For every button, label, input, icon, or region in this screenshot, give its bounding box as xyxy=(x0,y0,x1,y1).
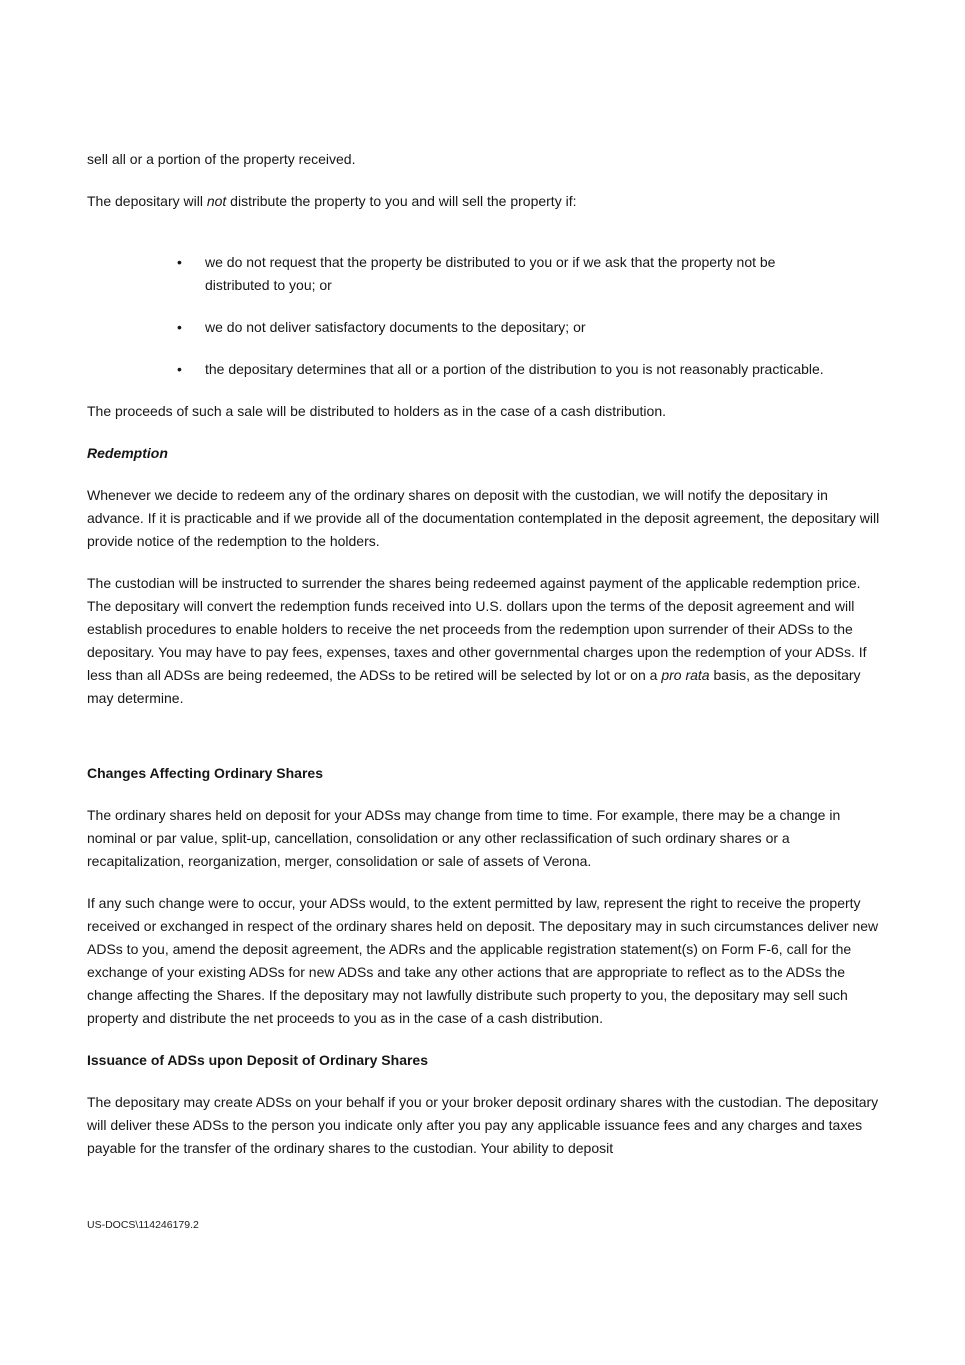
heading-changes-affecting-ordinary-shares: Changes Affecting Ordinary Shares xyxy=(87,765,323,781)
heading-redemption: Redemption xyxy=(87,445,168,461)
text-run: The custodian will be instructed to surrender the shares being redeemed against payment of the applicable redemption price. The depositary will convert the redemption funds received into U.S. dollars upon the terms of the deposit agreement and will establish procedures to enable holders to receive the net proceeds from the redemption upon surrender of their ADSs to the depositary. You may have to pay fees, expenses, taxes and other governmental charges upon the redemption of your ADSs. If less than all ADSs are being redeemed, the ADSs to be retired will be selected by lot or on a xyxy=(87,575,867,683)
paragraph-sale-proceeds: The proceeds of such a sale will be distributed to holders as in the case of a cash distribution. xyxy=(87,403,666,419)
bullet-icon: • xyxy=(177,361,182,377)
bullet-text: we do not request that the property be distributed to you or if we ask that the property not be distributed to you; or xyxy=(205,254,776,293)
text-run-italic: not xyxy=(206,193,227,209)
paragraph-changes-overview: The ordinary shares held on deposit for your ADSs may change from time to time. For example, there may be a change in nominal or par value, split-up, cancellation, consolidation or any other reclassification of such ordinary shares or a recapitalization, reorganization, merger, consolidation or sale of assets of Verona. xyxy=(87,807,841,869)
text-run-italic: pro rata xyxy=(661,667,710,683)
bullet-item xyxy=(87,358,882,381)
bullet-item xyxy=(87,316,882,339)
heading-issuance-of-adss: Issuance of ADSs upon Deposit of Ordinary Shares xyxy=(87,1052,428,1068)
paragraph-redemption-procedure xyxy=(87,572,882,710)
paragraph-issuance: The depositary may create ADSs on your behalf if you or your broker deposit ordinary shares with the custodian. The depositary will deliver these ADSs to the person you indicate only after you pay any applicable issuance fees and any charges and taxes payable for the transfer of the ordinary shares to the custodian. Your ability to deposit xyxy=(87,1094,879,1156)
bullet-icon: • xyxy=(177,319,182,335)
paragraph-redemption-notice: Whenever we decide to redeem any of the ordinary shares on deposit with the custodian, we will notify the depositary in advance. If it is practicable and if we provide all of the documentation contemplated in the deposit agreement, the depositary will provide notice of the redemption to the holders. xyxy=(87,487,880,549)
text-run: basis, as the depositary may determine. xyxy=(87,667,861,706)
bullet-icon: • xyxy=(177,254,182,270)
text-run: distribute the property to you and will sell the property if: xyxy=(226,193,577,209)
text-run: The depositary will xyxy=(87,193,207,209)
paragraph-continuation: sell all or a portion of the property received. xyxy=(87,151,356,167)
bullet-text: we do not deliver satisfactory documents to the depositary; or xyxy=(205,319,586,335)
bullet-list xyxy=(87,251,882,381)
paragraph-changes-effect: If any such change were to occur, your ADSs would, to the extent permitted by law, represent the right to receive the property received or exchanged in respect of the ordinary shares held on deposit. The depositary may in such circumstances deliver new ADSs to you, amend the deposit agreement, the ADRs and the applicable registration statement(s) on Form F-6, call for the exchange of your existing ADSs for new ADSs and take any other actions that are appropriate to reflect as to the ADSs the change affecting the Shares. If the depositary may not lawfully distribute such property to you, the depositary may sell such property and distribute the net proceeds to you as in the case of a cash distribution. xyxy=(87,895,879,1026)
paragraph-sell-conditions xyxy=(87,190,882,213)
bullet-text: the depositary determines that all or a portion of the distribution to you is not reasonably practicable. xyxy=(205,361,824,377)
bullet-item xyxy=(87,251,882,297)
document-id-footer: US-DOCS\114246179.2 xyxy=(87,1219,199,1231)
